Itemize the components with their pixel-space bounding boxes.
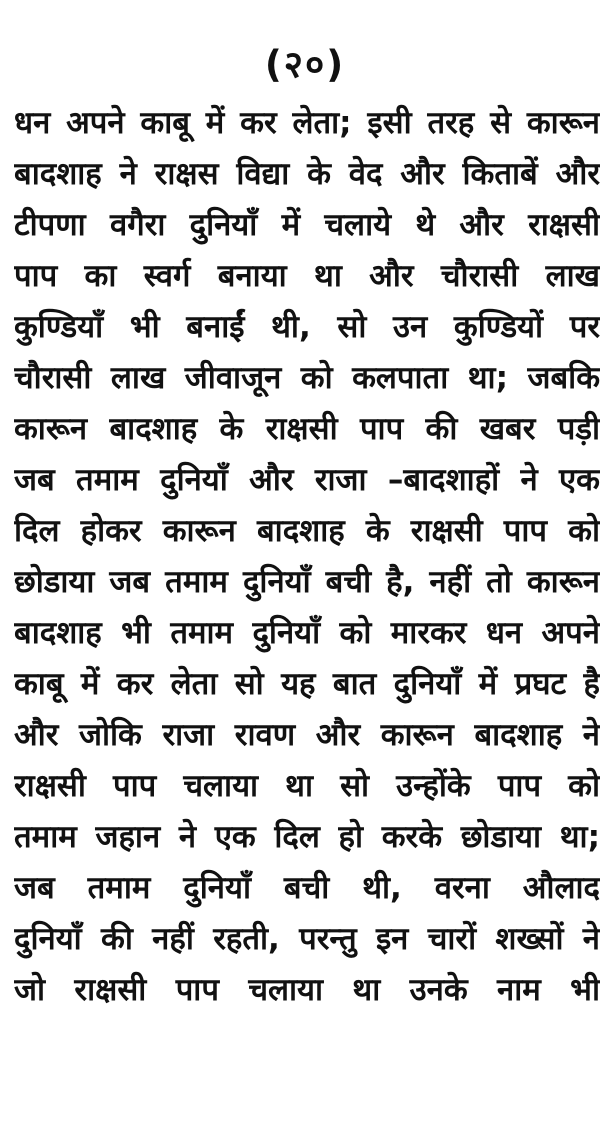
text-line-18: जो राक्षसी पाप चलाया था उनके नाम भी — [14, 972, 600, 1008]
text-line-6: चौरासी लाख जीवाजून को कलपाता था; जबकि — [14, 360, 600, 396]
text-line-5: कुण्डियाँ भी बनाईं थी, सो उन कुण्डियों पर — [14, 309, 600, 345]
page-number: (२०) — [264, 43, 346, 86]
text-line-14: राक्षसी पाप चलाया था सो उन्होंके पाप को — [14, 768, 600, 804]
body-text — [14, 98, 600, 1016]
text-line-2: बादशाह ने राक्षस विद्या के वेद और किताबें और — [14, 156, 600, 192]
text-line-13: और जोकि राजा रावण और कारून बादशाह ने — [14, 717, 600, 753]
text-line-9: दिल होकर कारून बादशाह के राक्षसी पाप को — [14, 513, 600, 549]
text-line-3: टीपणा वगैरा दुनियाँ में चलाये थे और राक्षसी — [14, 207, 600, 243]
text-line-1: धन अपने काबू में कर लेता; इसी तरह से कारून — [14, 105, 600, 141]
text-line-12: काबू में कर लेता सो यह बात दुनियाँ में प्रघट है — [14, 666, 600, 702]
text-line-11: बादशाह भी तमाम दुनियाँ को मारकर धन अपने — [14, 615, 600, 651]
text-line-4: पाप का स्वर्ग बनाया था और चौरासी लाख — [14, 258, 600, 294]
text-line-10: छोडाया जब तमाम दुनियाँ बची है, नहीं तो कारून — [14, 564, 600, 600]
text-line-8: जब तमाम दुनियाँ और राजा –बादशाहों ने एक — [14, 462, 600, 498]
text-line-17: दुनियाँ की नहीं रहती, परन्तु इन चारों शख्सों ने — [14, 921, 600, 957]
text-line-7: कारून बादशाह के राक्षसी पाप की खबर पड़ी — [14, 411, 600, 447]
text-line-15: तमाम जहान ने एक दिल हो करके छोडाया था; — [14, 819, 600, 855]
text-line-16: जब तमाम दुनियाँ बची थी, वरना औलाद — [14, 870, 600, 906]
